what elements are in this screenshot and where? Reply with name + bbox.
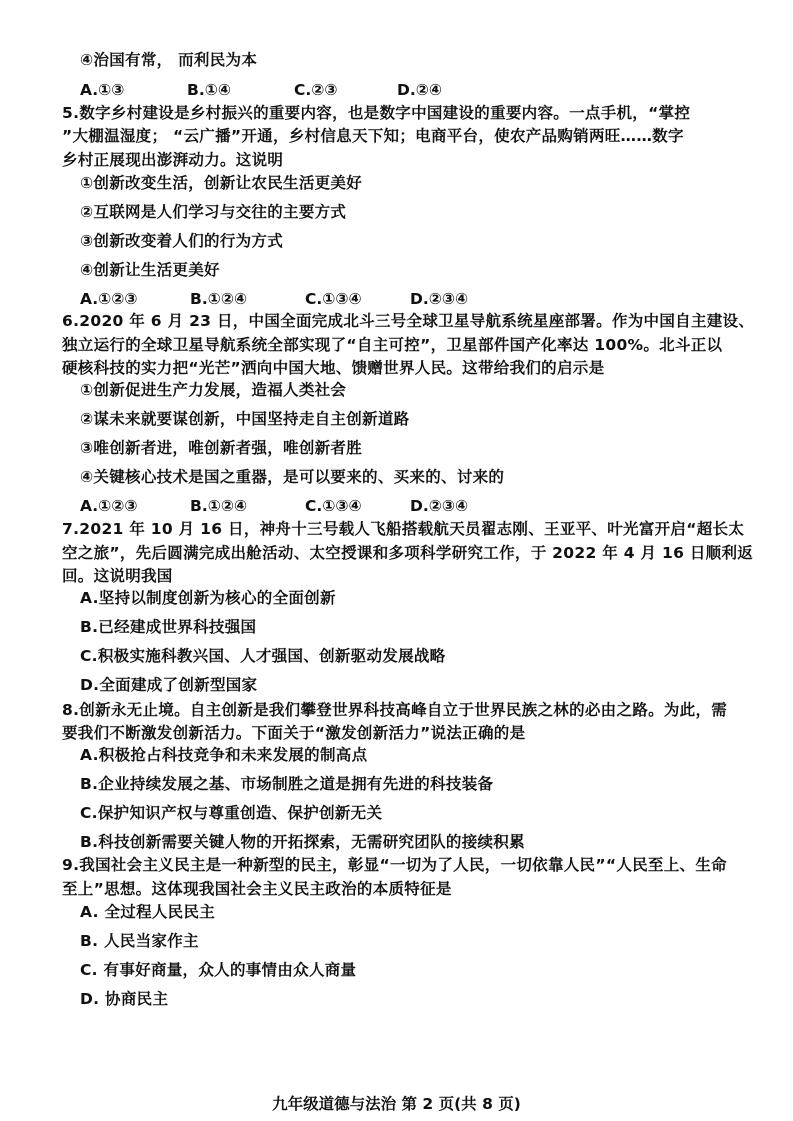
q5-item-3: ③创新改变着人们的行为方式 (80, 232, 284, 250)
q7-option-c: C.积极实施科教兴国、人才强国、创新驱动发展战略 (80, 647, 446, 665)
page-footer: 九年级道德与法治 第 2 页(共 8 页) (272, 1095, 521, 1113)
q6-stem-line-1: 6.2020 年 6 月 23 日，中国全面完成北斗三号全球卫星导航系统星座部署。作为中国自主建设、 (62, 312, 755, 330)
q9-option-b: B. 人民当家作主 (80, 932, 199, 950)
q6-stem-line-3: 硬核科技的实力把“光芒”洒向中国大地、馈赠世界人民。这带给我们的启示是 (62, 359, 605, 377)
q6-item-4: ④关键核心技术是国之重器，是可以要来的、买来的、讨来的 (80, 468, 505, 486)
q7-stem-line-2: 空之旅”，先后圆满完成出舱活动、太空授课和多项科学研究工作，于 2022 年 4 月 16 日顺利返 (62, 544, 754, 562)
q6-option-b: B.①②④ (190, 497, 248, 515)
q5-option-d: D.②③④ (410, 290, 469, 308)
q9-option-c: C. 有事好商量，众人的事情由众人商量 (80, 961, 357, 979)
q6-item-2: ②谋未来就要谋创新，中国坚持走自主创新道路 (80, 410, 410, 428)
q7-stem-line-3: 回。这说明我国 (62, 567, 173, 585)
q6-options (80, 496, 468, 516)
q6-option-c: C.①③④ (305, 497, 362, 515)
q5-stem-line-1: 5.数字乡村建设是乡村振兴的重要内容，也是数字中国建设的重要内容。一点手机，“掌控 (62, 104, 691, 122)
q4-option-b: B.①④ (187, 81, 231, 99)
q7-option-b: B.已经建成世界科技强国 (80, 618, 257, 636)
q9-stem-line-1: 9.我国社会主义民主是一种新型的民主，彰显“一切为了人民，一切依靠人民”“人民至上、生命 (62, 856, 727, 874)
q6-option-a: A.①②③ (80, 497, 138, 515)
q6-item-1: ①创新促进生产力发展，造福人类社会 (80, 381, 347, 399)
q4-option-a: A.①③ (80, 81, 125, 99)
q5-option-b: B.①②④ (190, 290, 248, 308)
q5-option-a: A.①②③ (80, 290, 138, 308)
q4-item-4: ④治国有常， 而利民为本 (80, 51, 258, 69)
q6-option-d: D.②③④ (410, 497, 469, 515)
q8-option-b: B.企业持续发展之基、市场制胜之道是拥有先进的科技装备 (80, 775, 494, 793)
q8-option-c: C.保护知识产权与尊重创造、保护创新无关 (80, 804, 383, 822)
q6-item-3: ③唯创新者进，唯创新者强，唯创新者胜 (80, 439, 363, 457)
q8-option-d: B.科技创新需要关键人物的开拓探索，无需研究团队的接续积累 (80, 833, 525, 851)
q7-option-d: D.全面建成了创新型国家 (80, 676, 258, 694)
q9-stem-line-2: 至上”思想。这体现我国社会主义民主政治的本质特征是 (62, 880, 452, 898)
q5-option-c: C.①③④ (305, 290, 362, 308)
q4-option-c: C.②③ (294, 81, 338, 99)
q5-item-1: ①创新改变生活，创新让农民生活更美好 (80, 174, 363, 192)
q4-options (80, 80, 442, 100)
q7-option-a: A.坚持以制度创新为核心的全面创新 (80, 589, 336, 607)
q9-option-d: D. 协商民主 (80, 990, 169, 1008)
q5-stem-line-2: ”大棚温湿度； “云广播”开通，乡村信息天下知；电商平台，使农产品购销两旺……数字 (62, 127, 684, 145)
q5-stem-line-3: 乡村正展现出澎湃动力。这说明 (62, 151, 284, 169)
q7-stem-line-1: 7.2021 年 10 月 16 日，神舟十三号载人飞船搭载航天员翟志刚、王亚平、叶光富开启“超长太 (62, 520, 745, 538)
q8-stem-line-2: 要我们不断激发创新活力。下面关于“激发创新活力”说法正确的是 (62, 724, 526, 742)
q4-option-d: D.②④ (397, 81, 443, 99)
q9-option-a: A. 全过程人民民主 (80, 903, 216, 921)
q8-option-a: A.积极抢占科技竞争和未来发展的制高点 (80, 746, 368, 764)
q6-stem-line-2: 独立运行的全球卫星导航系统全部实现了“自主可控”，卫星部件国产化率达 100%。北斗正以 (62, 336, 723, 354)
q5-item-4: ④创新让生活更美好 (80, 261, 220, 279)
q8-stem-line-1: 8.创新永无止境。自主创新是我们攀登世界科技高峰自立于世界民族之林的必由之路。为此，需 (62, 701, 728, 719)
q5-options (80, 289, 468, 309)
q5-item-2: ②互联网是人们学习与交往的主要方式 (80, 203, 347, 221)
